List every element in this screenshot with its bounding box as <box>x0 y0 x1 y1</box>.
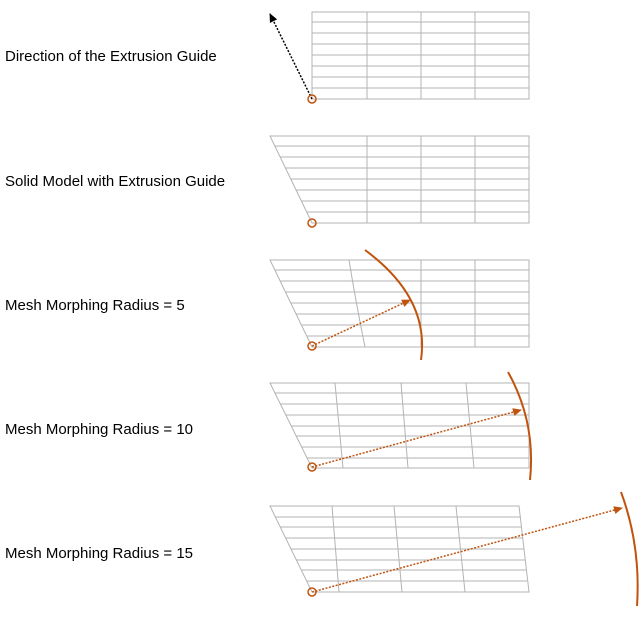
morph-radius-10-figure <box>0 372 643 496</box>
mesh-grid <box>270 260 529 347</box>
morph-radius-arc <box>365 250 422 360</box>
panel-morph-radius-10 <box>0 372 643 496</box>
mesh-grid <box>270 136 529 223</box>
panel-label: Mesh Morphing Radius = 5 <box>5 297 185 314</box>
extrusion-guide-arrow <box>270 14 312 99</box>
radius-arrow <box>312 300 410 346</box>
panel-morph-radius-15 <box>0 496 643 620</box>
mesh-grid <box>270 506 529 592</box>
mesh-grid <box>270 383 529 468</box>
panel-morph-radius-5 <box>0 248 643 372</box>
panel-label: Mesh Morphing Radius = 15 <box>5 545 194 562</box>
panel-extruded-solid <box>0 124 643 248</box>
panel-label: Mesh Morphing Radius = 10 <box>5 421 194 438</box>
mesh-grid <box>312 12 529 99</box>
morph-radius-arc <box>621 492 638 606</box>
morph-radius-5-figure <box>0 248 643 372</box>
guide-direction-figure <box>0 0 643 124</box>
panel-label: Direction of the Extrusion Guide <box>5 48 217 65</box>
panel-label: Solid Model with Extrusion Guide <box>5 173 226 190</box>
radius-arrow <box>312 508 622 592</box>
extruded-solid-figure <box>0 124 643 248</box>
panel-guide-direction <box>0 0 643 124</box>
morph-radius-15-figure <box>0 496 643 620</box>
